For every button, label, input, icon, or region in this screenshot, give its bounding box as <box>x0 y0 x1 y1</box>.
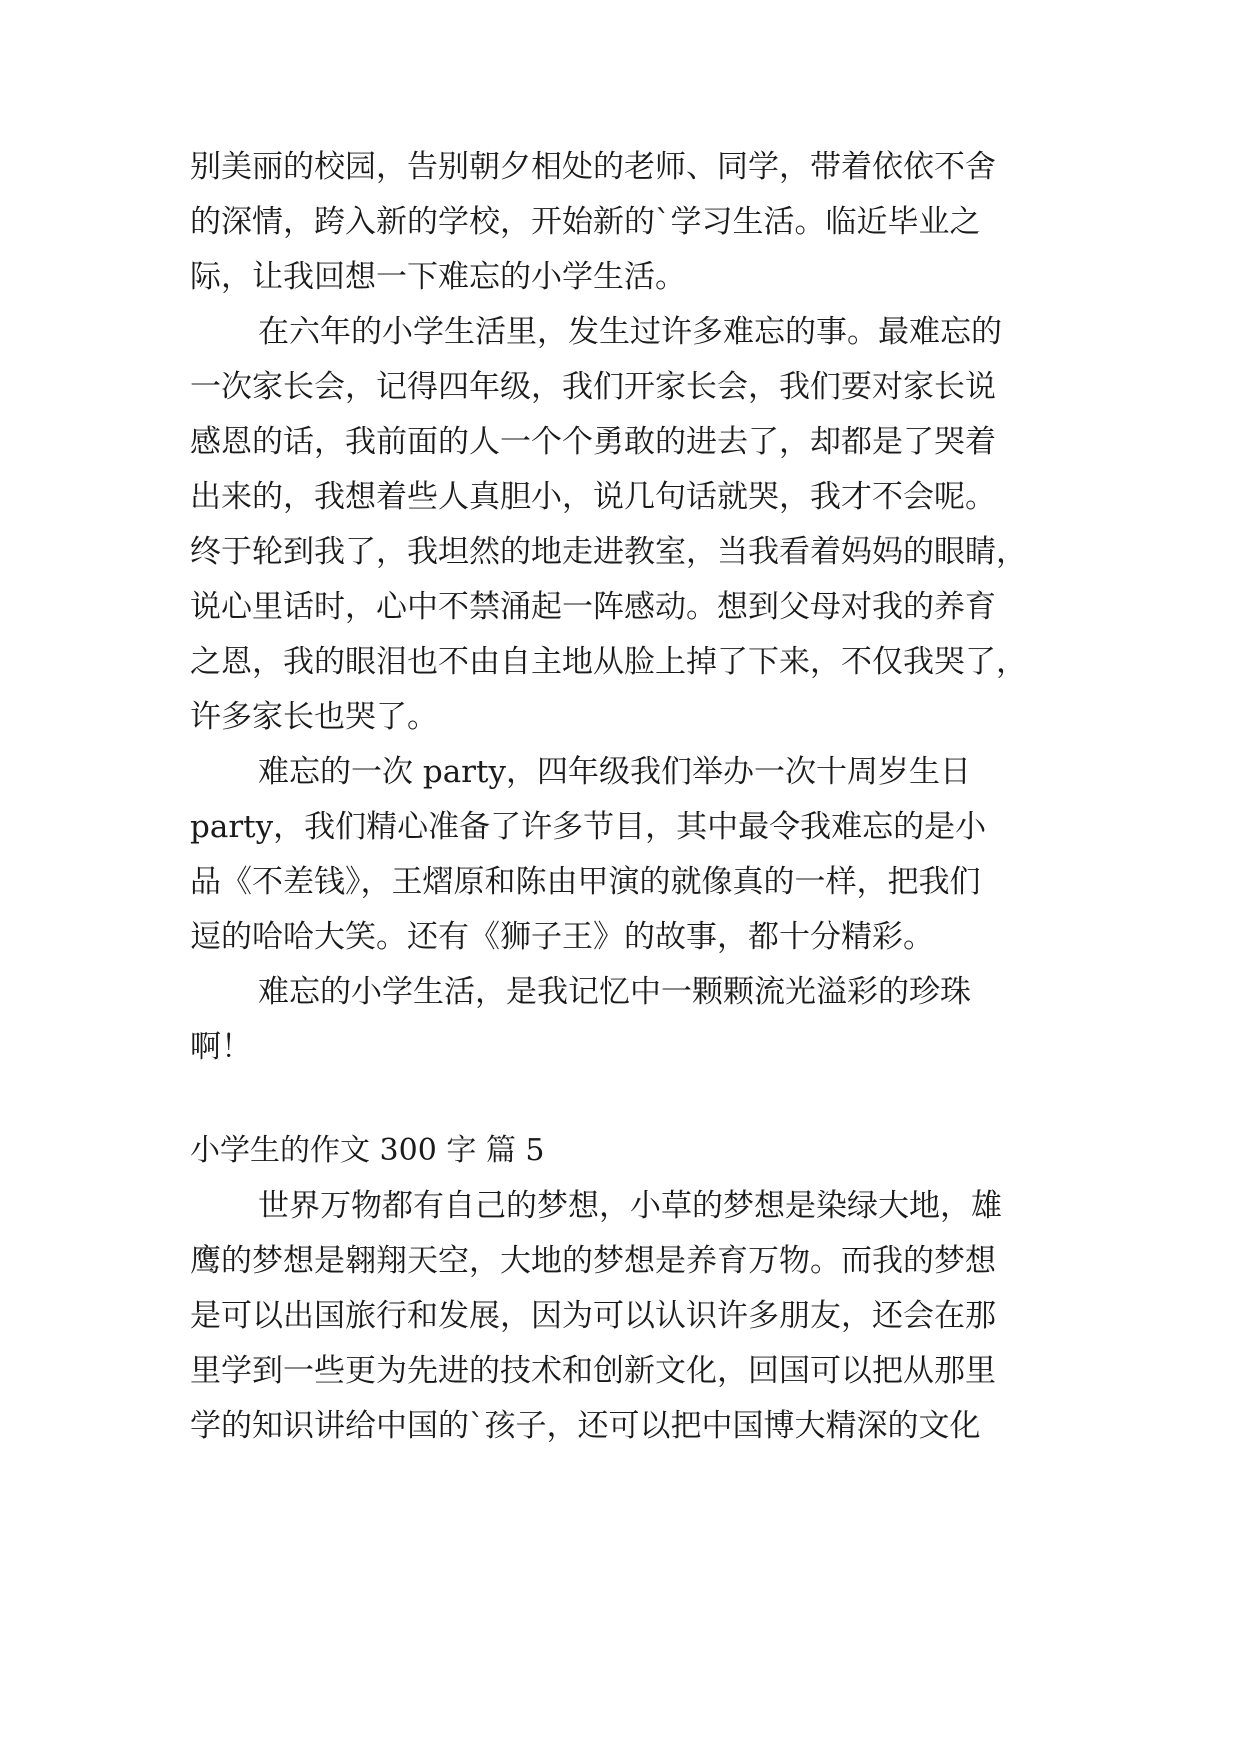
text-line: 一次家长会，记得四年级，我们开家长会，我们要对家长说 <box>190 369 996 405</box>
text-line: 里学到一些更为先进的技术和创新文化，回国可以把从那里 <box>190 1353 996 1389</box>
text-line: 说心里话时，心中不禁涌起一阵感动。想到父母对我的养育 <box>190 589 996 625</box>
text-line: 世界万物都有自己的梦想，小草的梦想是染绿大地，雄 <box>258 1188 1002 1224</box>
text-line: 之恩，我的眼泪也不由自主地从脸上掉了下来，不仅我哭了， <box>190 644 1027 680</box>
text-line: 感恩的话，我前面的人一个个勇敢的进去了，却都是了哭着 <box>190 424 996 460</box>
text-line: 品《不差钱》，王熠原和陈由甲演的就像真的一样，把我们 <box>190 864 981 900</box>
text-line: 学的知识讲给中国的`孩子，还可以把中国博大精深的文化 <box>190 1408 981 1444</box>
text-line: 际，让我回想一下难忘的小学生活。 <box>190 259 686 295</box>
text-line: 难忘的小学生活，是我记忆中一颗颗流光溢彩的珍珠 <box>258 974 971 1010</box>
text-line: 许多家长也哭了。 <box>190 699 438 735</box>
text-line: 鹰的梦想是翱翔天空，大地的梦想是养育万物。而我的梦想 <box>190 1243 996 1279</box>
text-line: party，我们精心准备了许多节目，其中最令我难忘的是小 <box>190 809 987 845</box>
text-line: 难忘的一次 party，四年级我们举办一次十周岁生日 <box>258 754 971 790</box>
text-line: 别美丽的校园，告别朝夕相处的老师、同学，带着依依不舍 <box>190 149 996 185</box>
text-line: 出来的，我想着些人真胆小，说几句话就哭，我才不会呢。 <box>190 479 996 515</box>
text-line: 终于轮到我了，我坦然的地走进教室，当我看着妈妈的眼睛， <box>190 534 1027 570</box>
section-heading: 小学生的作文 300 字 篇 5 <box>190 1133 545 1168</box>
text-line: 是可以出国旅行和发展，因为可以认识许多朋友，还会在那 <box>190 1298 996 1334</box>
text-line: 啊！ <box>190 1029 252 1065</box>
text-line: 在六年的小学生活里，发生过许多难忘的事。最难忘的 <box>258 314 1002 350</box>
text-line: 逗的哈哈大笑。还有《狮子王》的故事，都十分精彩。 <box>190 919 934 955</box>
text-line: 的深情，跨入新的学校，开始新的`学习生活。临近毕业之 <box>190 204 981 240</box>
